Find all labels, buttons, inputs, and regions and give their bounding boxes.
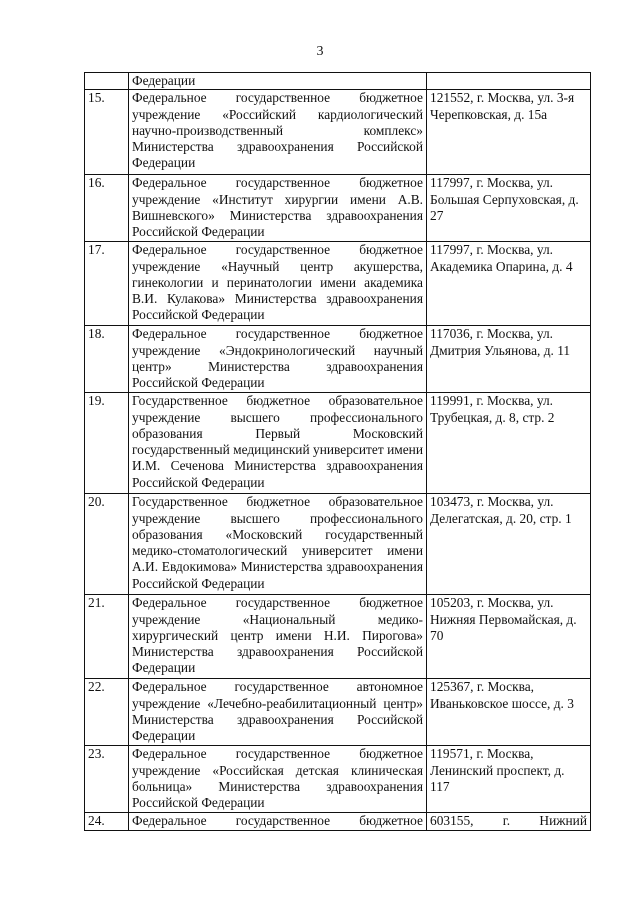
table-row [85,595,591,679]
institution-address: 103473, г. Москва, ул. Делегатская, д. 20, стр. 1 [427,494,591,595]
institution-name: Федеральное государственное бюджетное учреждение «Национальный медико-хирургический центр имени Н.И. Пирогова» Министерства здравоохранения Российской Федерации [129,595,427,679]
institution-name [129,813,427,831]
row-number: 16. [85,175,129,242]
row-number: 24. [85,813,129,831]
table-row [85,90,591,175]
institution-name-text: Федеральное государственное бюджетное [132,813,423,829]
institution-address: 105203, г. Москва, ул. Нижняя Первомайская, д. 70 [427,595,591,679]
table-row [85,326,591,393]
institution-address: 117036, г. Москва, ул. Дмитрия Ульянова, д. 11 [427,326,591,393]
institution-name: Государственное бюджетное образовательное учреждение высшего профессионального образования Первый Московский государственный медицинский университет имени И.М. Сеченова Министерства здравоохранения Российской Федерации [129,393,427,494]
table-row [85,242,591,326]
row-number: 20. [85,494,129,595]
institution-name: Федеральное государственное бюджетное учреждение «Российский кардиологический научно-производственный комплекс» Министерства здравоохранения Российской Федерации [129,90,427,175]
table-row [85,175,591,242]
institution-name: Федеральное государственное автономное учреждение «Лечебно-реабилитационный центр» Министерства здравоохранения Российской Федерации [129,679,427,746]
table-row [85,813,591,831]
page-number: 3 [316,44,324,59]
institution-address: 125367, г. Москва, Иваньковское шоссе, д. 3 [427,679,591,746]
institution-name: Государственное бюджетное образовательное учреждение высшего профессионального образования «Московский государственный медико-стоматологический университет имени А.И. Евдокимова» Министерства здравоохранения Российской Федерации [129,494,427,595]
table-row [85,679,591,746]
row-number [85,73,129,90]
institution-address [427,813,591,831]
row-number: 18. [85,326,129,393]
institution-name: Федеральное государственное бюджетное учреждение «Эндокринологический научный центр» Министерства здравоохранения Российской Федерации [129,326,427,393]
institutions-table [84,72,591,831]
institution-name: Федеральное государственное бюджетное учреждение «Институт хирургии имени А.В. Вишневского» Министерства здравоохранения Российской Федерации [129,175,427,242]
row-number: 15. [85,90,129,175]
institution-address: 119991, г. Москва, ул. Трубецкая, д. 8, стр. 2 [427,393,591,494]
institution-name: Федеральное государственное бюджетное учреждение «Научный центр акушерства, гинекологии и перинатологии имени академика В.И. Кулакова» Министерства здравоохранения Российской Федерации [129,242,427,326]
row-number: 22. [85,679,129,746]
table-row [85,746,591,813]
institution-address: 117997, г. Москва, ул. Большая Серпуховская, д. 27 [427,175,591,242]
institution-address-text: 603155, г. Нижний [430,813,587,829]
institution-address [427,73,591,90]
table-row [85,73,591,90]
institution-name: Федеральное государственное бюджетное учреждение «Российская детская клиническая больница» Министерства здравоохранения Российской Федерации [129,746,427,813]
row-number: 23. [85,746,129,813]
institution-address: 119571, г. Москва, Ленинский проспект, д. 117 [427,746,591,813]
table-row [85,494,591,595]
institution-name: Федерации [129,73,427,90]
row-number: 19. [85,393,129,494]
institution-address: 121552, г. Москва, ул. 3-я Черепковская, д. 15а [427,90,591,175]
table-row [85,393,591,494]
row-number: 17. [85,242,129,326]
row-number: 21. [85,595,129,679]
institution-address: 117997, г. Москва, ул. Академика Опарина, д. 4 [427,242,591,326]
